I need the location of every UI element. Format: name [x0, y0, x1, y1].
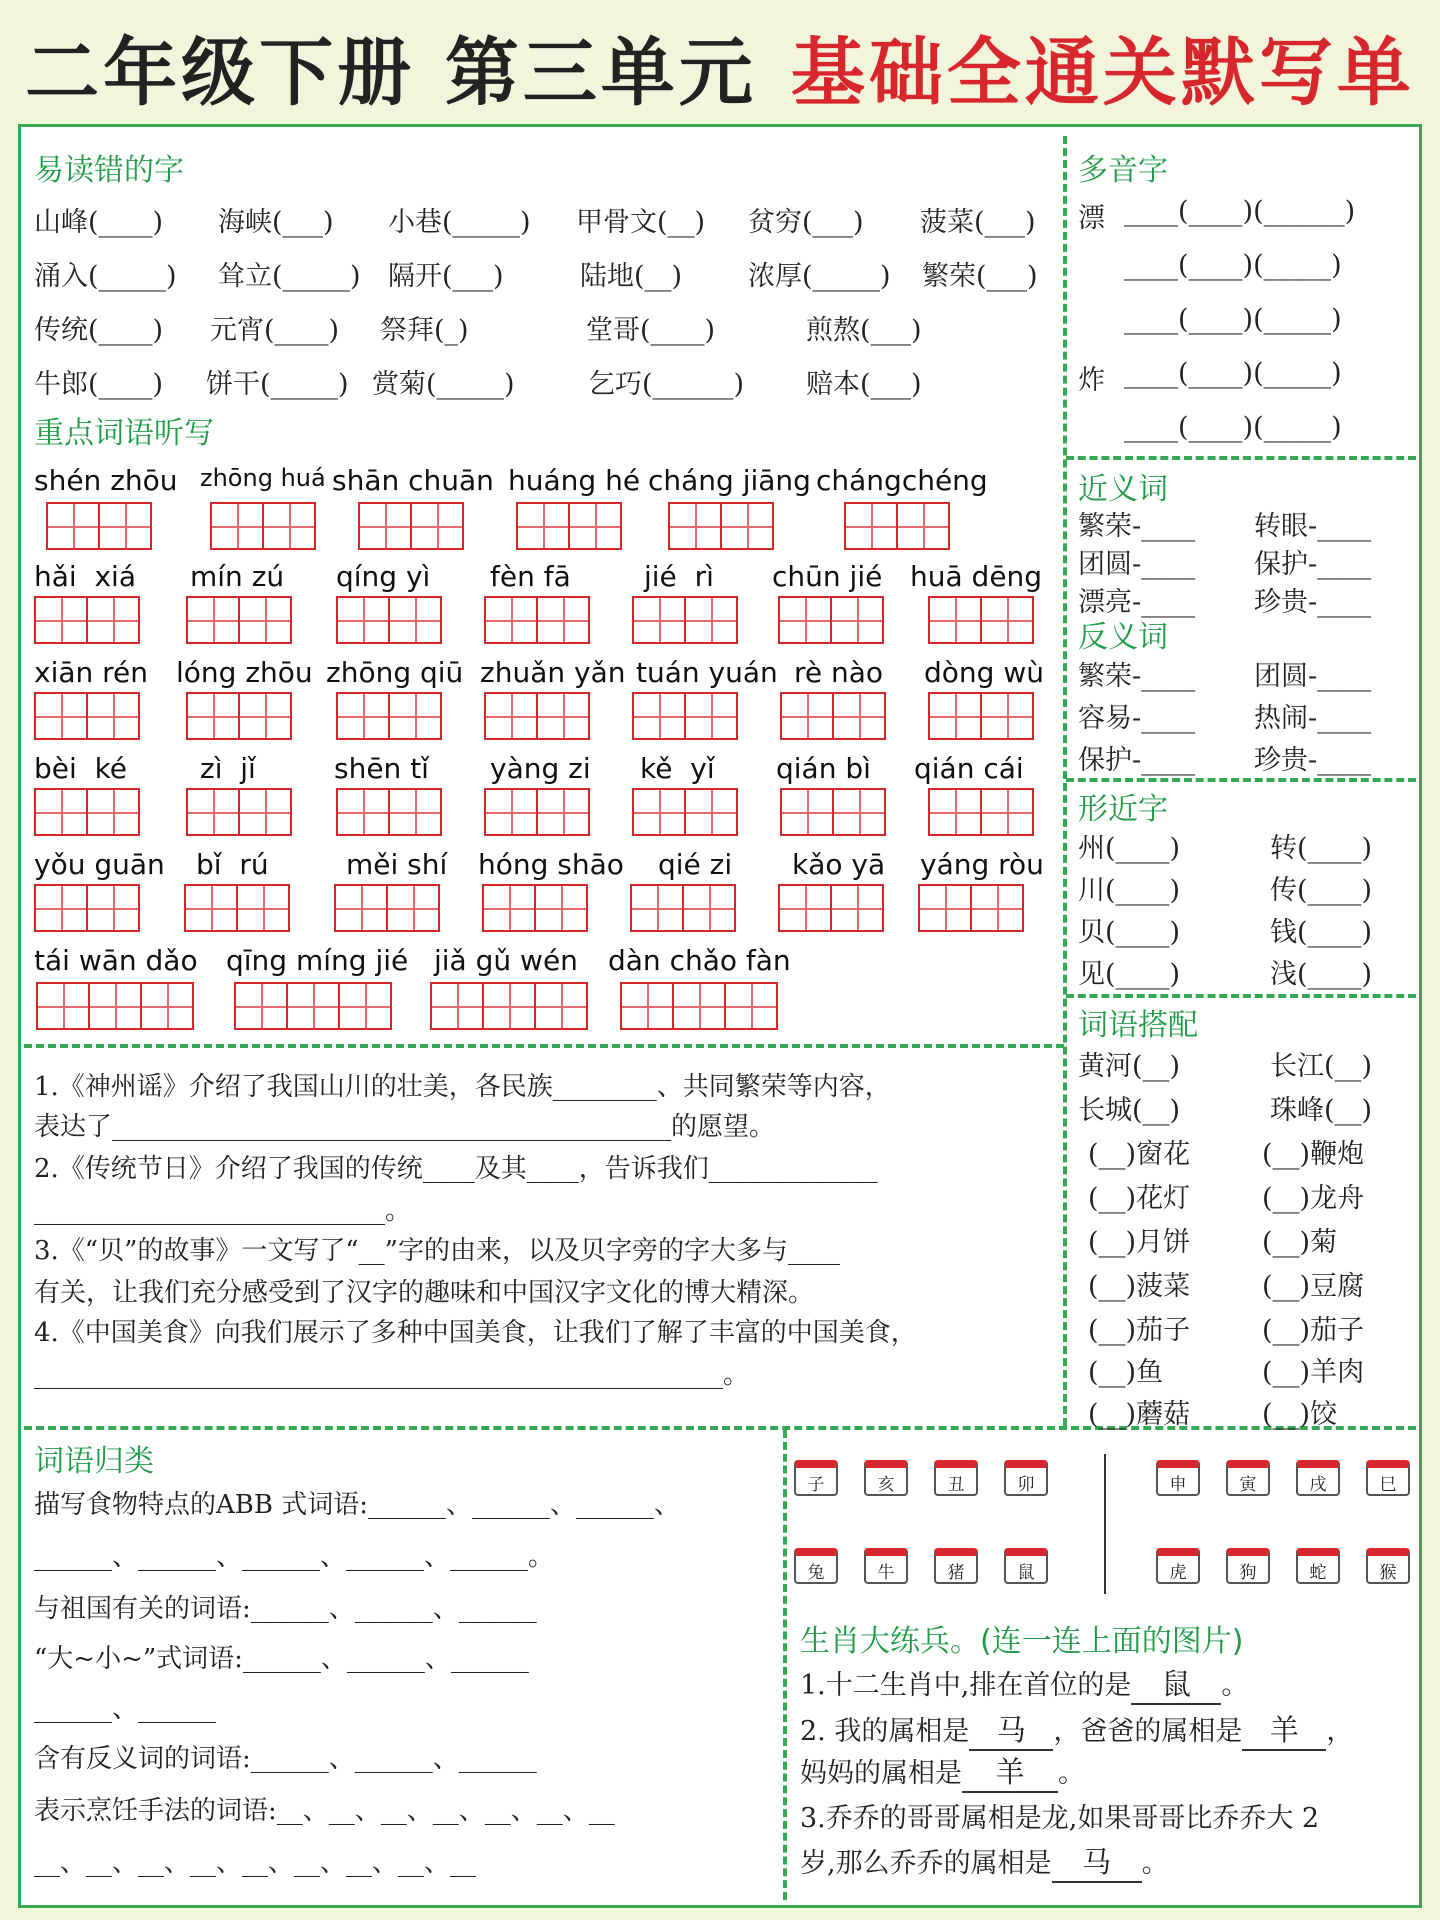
calendar-icon[interactable]: 虎 — [1156, 1548, 1200, 1584]
matching-item: (__)鱼 — [1088, 1357, 1164, 1388]
pinyin-label: lóng zhōu — [176, 656, 313, 689]
writing-grid[interactable] — [210, 502, 314, 550]
zodiac-q3-cont: 岁,那么乔乔的属相是 马 。 — [800, 1840, 1169, 1883]
antonym-item: 热闹-____ — [1254, 703, 1372, 734]
writing-grid[interactable] — [184, 884, 288, 932]
calendar-icon[interactable]: 猴 — [1366, 1548, 1410, 1584]
pinyin-label: chūn jié — [772, 560, 883, 593]
calendar-icon[interactable]: 卯 — [1004, 1460, 1048, 1496]
writing-grid[interactable] — [186, 596, 290, 644]
pinyin-label: rè nào — [794, 656, 884, 689]
title-main: 二年级下册 第三单元 — [25, 30, 757, 116]
similar-item: 传(____) — [1270, 875, 1373, 906]
writing-grid[interactable] — [34, 884, 138, 932]
writing-grid[interactable] — [632, 788, 736, 836]
answer-handwritten: 羊 — [962, 1750, 1058, 1793]
question-1a: 1.《神州谣》介绍了我国山川的壮美，各民族________、共同繁荣等内容， — [34, 1072, 891, 1102]
pinyin-label: qián cái — [914, 752, 1024, 785]
writing-grid[interactable] — [620, 982, 776, 1030]
pinyin-label: qíng yì — [336, 560, 431, 593]
matching-item: (__)茄子 — [1088, 1315, 1191, 1346]
misread-item: 海峡(___) — [218, 207, 334, 238]
question-3a: 3.《“贝”的故事》一文写了“__”字的由来，以及贝字旁的字大多与____ — [34, 1236, 840, 1266]
misread-item: 堂哥(____) — [586, 315, 716, 346]
calendar-icon[interactable]: 兔 — [794, 1548, 838, 1584]
question-4a: 4.《中国美食》向我们展示了多种中国美食，让我们了解了丰富的中国美食， — [34, 1318, 917, 1348]
pinyin-label: kǎo yā — [792, 848, 886, 881]
misread-item: 祭拜(_) — [380, 315, 469, 346]
answer-handwritten: 马 — [969, 1708, 1053, 1751]
polyphone-blank[interactable]: ____(____)(_____) — [1124, 358, 1342, 389]
pinyin-label: hǎi xiá — [34, 560, 136, 593]
classify-line: __、__、__、__、__、__、__、__、__ — [34, 1848, 477, 1878]
similar-item: 贝(____) — [1078, 917, 1181, 948]
divider-synonym — [1066, 778, 1416, 782]
calendar-icon[interactable]: 狗 — [1226, 1548, 1270, 1584]
question-3b: 有关，让我们充分感受到了汉字的趣味和中国汉字文化的博大精深。 — [34, 1278, 815, 1308]
polyphone-blank[interactable]: ____(____)(_____) — [1124, 412, 1342, 443]
matching-item: 长江(__) — [1270, 1051, 1373, 1082]
misread-item: 传统(____) — [34, 315, 164, 346]
section-polyphone-title: 多音字 — [1078, 153, 1168, 188]
writing-grid[interactable] — [780, 788, 884, 836]
answer-handwritten: 羊 — [1242, 1708, 1326, 1751]
answer-handwritten: 马 — [1052, 1840, 1142, 1883]
synonym-item: 珍贵-____ — [1254, 587, 1372, 618]
pinyin-label: zì jǐ — [200, 752, 256, 785]
pinyin-label: hóng shāo — [478, 848, 624, 881]
misread-item: 元宵(____) — [210, 315, 340, 346]
classify-line: 表示烹饪手法的词语:__、__、__、__、__、__、__ — [34, 1796, 615, 1826]
writing-grid[interactable] — [36, 982, 192, 1030]
writing-grid[interactable] — [516, 502, 620, 550]
pinyin-label: zhuǎn yǎn — [480, 656, 626, 689]
antonym-item: 繁荣-____ — [1078, 661, 1196, 692]
question-2b: ___________________________。 — [34, 1196, 412, 1226]
matching-item: (__)月饼 — [1088, 1227, 1191, 1258]
matching-item: (__)鞭炮 — [1262, 1139, 1365, 1170]
matching-item: (__)龙舟 — [1262, 1183, 1365, 1214]
classify-line: 与祖国有关的词语:______、______、______ — [34, 1594, 537, 1624]
writing-grid[interactable] — [928, 596, 1032, 644]
pinyin-label: dàn chǎo fàn — [608, 944, 791, 977]
calendar-icon[interactable]: 寅 — [1226, 1460, 1270, 1496]
antonym-item: 保护-____ — [1078, 745, 1196, 776]
misread-item: 饼干(_____) — [206, 369, 349, 400]
misread-item: 繁荣(___) — [922, 261, 1038, 292]
pinyin-label: cháng jiāng — [648, 464, 811, 497]
writing-grid[interactable] — [778, 884, 882, 932]
misread-item: 菠菜(___) — [920, 207, 1036, 238]
writing-grid[interactable] — [928, 692, 1032, 740]
writing-grid[interactable] — [928, 788, 1032, 836]
pinyin-label: bèi ké — [34, 752, 128, 785]
calendar-icon[interactable]: 牛 — [864, 1548, 908, 1584]
writing-grid[interactable] — [334, 884, 438, 932]
writing-grid[interactable] — [484, 596, 588, 644]
pinyin-label: zhōng qiū — [326, 656, 464, 689]
polyphone-blank[interactable]: ____(____)(______) — [1124, 196, 1356, 227]
divider-bottom-column — [783, 1430, 787, 1900]
section-matching-title: 词语搭配 — [1078, 1008, 1198, 1043]
writing-grid[interactable] — [778, 596, 882, 644]
antonym-item: 团圆-____ — [1254, 661, 1372, 692]
pinyin-label: měi shí — [346, 848, 448, 881]
calendar-icon[interactable]: 鼠 — [1004, 1548, 1048, 1584]
section-antonym-title: 反义词 — [1078, 620, 1168, 655]
pinyin-label: yàng zi — [490, 752, 591, 785]
synonym-item: 转眼-____ — [1254, 511, 1372, 542]
antonym-item: 珍贵-____ — [1254, 745, 1372, 776]
pinyin-label: qié zi — [658, 848, 733, 881]
misread-item: 陆地(__) — [580, 261, 683, 292]
misread-item: 小巷(_____) — [388, 207, 531, 238]
answer-handwritten: 鼠 — [1131, 1662, 1221, 1705]
pinyin-label: yǒu guān — [34, 848, 165, 881]
writing-grid[interactable] — [336, 596, 440, 644]
calendar-icon[interactable]: 巳 — [1366, 1460, 1410, 1496]
calendar-icon[interactable]: 申 — [1156, 1460, 1200, 1496]
misread-item: 耸立(_____) — [218, 261, 361, 292]
zodiac-q1: 1.十二生肖中,排在首位的是 鼠 。 — [800, 1662, 1248, 1705]
writing-grid[interactable] — [186, 692, 290, 740]
matching-item: 黄河(__) — [1078, 1051, 1181, 1082]
pinyin-label: zhōng huá — [200, 464, 326, 492]
icon-separator — [1104, 1454, 1106, 1594]
calendar-icon[interactable]: 子 — [794, 1460, 838, 1496]
writing-grid[interactable] — [430, 982, 586, 1030]
section-classify-title: 词语归类 — [34, 1444, 154, 1479]
misread-item: 山峰(____) — [34, 207, 164, 238]
misread-item: 牛郎(____) — [34, 369, 164, 400]
pinyin-label: jiǎ gǔ wén — [434, 944, 578, 977]
pinyin-label: shén zhōu — [34, 464, 178, 497]
writing-grid[interactable] — [632, 596, 736, 644]
pinyin-label: xiān rén — [34, 656, 149, 689]
calendar-icon[interactable]: 猪 — [934, 1548, 978, 1584]
divider-similar — [1066, 994, 1416, 998]
pinyin-label: kě yǐ — [640, 752, 715, 785]
calendar-icon[interactable]: 蛇 — [1296, 1548, 1340, 1584]
page-title — [0, 14, 1440, 120]
writing-grid[interactable] — [918, 884, 1022, 932]
zodiac-q2: 2. 我的属相是 马 ，爸爸的属相是 羊 ， — [800, 1708, 1353, 1751]
pinyin-label: qīng míng jié — [226, 944, 409, 977]
synonym-item: 保护-____ — [1254, 549, 1372, 580]
question-2a: 2.《传统节日》介绍了我国的传统____及其____，告诉我们_____________ — [34, 1154, 878, 1184]
matching-item: 长城(__) — [1078, 1095, 1181, 1126]
synonym-item: 团圆-____ — [1078, 549, 1196, 580]
pinyin-label: bǐ rú — [196, 848, 269, 881]
misread-item: 贫穷(___) — [748, 207, 864, 238]
writing-grid[interactable] — [46, 502, 150, 550]
pinyin-label: chángchéng — [816, 464, 988, 497]
writing-grid[interactable] — [484, 692, 588, 740]
classify-line: “大~小~”式词语:______、______、______ — [34, 1644, 529, 1674]
misread-item: 浓厚(_____) — [748, 261, 891, 292]
matching-item: (__)豆腐 — [1262, 1271, 1365, 1302]
pinyin-label: tái wān dǎo — [34, 944, 198, 977]
writing-grid[interactable] — [358, 502, 462, 550]
writing-grid[interactable] — [34, 596, 138, 644]
classify-line: ______、______ — [34, 1694, 217, 1724]
section-zodiac-title: 生肖大练兵。(连一连上面的图片) — [800, 1624, 1244, 1659]
matching-item: (__)茄子 — [1262, 1315, 1365, 1346]
matching-item: (__)蘑菇 — [1088, 1399, 1191, 1430]
similar-item: 浅(____) — [1270, 959, 1373, 990]
writing-grid[interactable] — [34, 788, 138, 836]
polyphone-blank[interactable]: ____(____)(_____) — [1124, 250, 1342, 281]
zodiac-q2-cont: 妈妈的属相是 羊 。 — [800, 1750, 1085, 1793]
question-4b: _____________________________________________________。 — [34, 1360, 749, 1390]
calendar-icon[interactable]: 亥 — [864, 1460, 908, 1496]
misread-item: 煎熬(___) — [806, 315, 922, 346]
divider-bottom — [24, 1426, 1416, 1430]
writing-grid[interactable] — [34, 692, 138, 740]
section-dictation-title: 重点词语听写 — [34, 416, 214, 451]
writing-grid[interactable] — [632, 692, 736, 740]
pinyin-label: huáng hé — [508, 464, 641, 497]
writing-grid[interactable] — [630, 884, 734, 932]
synonym-item: 繁荣-____ — [1078, 511, 1196, 542]
misread-item: 乞巧(______) — [588, 369, 745, 400]
writing-grid[interactable] — [336, 788, 440, 836]
matching-item: (__)花灯 — [1088, 1183, 1191, 1214]
divider-dictation — [24, 1044, 1064, 1048]
writing-grid[interactable] — [780, 692, 884, 740]
pinyin-label: shān chuān — [332, 464, 494, 497]
calendar-icon[interactable]: 戌 — [1296, 1460, 1340, 1496]
matching-item: (__)窗花 — [1088, 1139, 1191, 1170]
classify-line: 描写食物特点的ABB 式词语:______、______、______、 — [34, 1490, 681, 1520]
matching-item: (__)饺 — [1262, 1399, 1338, 1430]
misread-item: 涌入(_____) — [34, 261, 177, 292]
synonym-item: 漂亮-____ — [1078, 587, 1196, 618]
writing-grid[interactable] — [844, 502, 948, 550]
similar-item: 转(____) — [1270, 833, 1373, 864]
pinyin-label: qián bì — [776, 752, 871, 785]
writing-grid[interactable] — [186, 788, 290, 836]
writing-grid[interactable] — [234, 982, 390, 1030]
similar-item: 川(____) — [1078, 875, 1181, 906]
matching-item: (__)菊 — [1262, 1227, 1338, 1258]
similar-item: 钱(____) — [1270, 917, 1373, 948]
similar-item: 州(____) — [1078, 833, 1181, 864]
misread-item: 赏菊(_____) — [372, 369, 515, 400]
pinyin-label: yáng ròu — [920, 848, 1044, 881]
writing-grid[interactable] — [482, 884, 586, 932]
polyphone-char: 漂 — [1078, 203, 1105, 234]
antonym-item: 容易-____ — [1078, 703, 1196, 734]
question-1b: 表达了___________________________________________的愿望。 — [34, 1112, 776, 1142]
misread-item: 隔开(___) — [388, 261, 504, 292]
matching-item: (__)菠菜 — [1088, 1271, 1191, 1302]
zodiac-q3: 3.乔乔的哥哥属相是龙,如果哥哥比乔乔大 2 — [800, 1803, 1320, 1834]
section-similar-title: 形近字 — [1078, 792, 1168, 827]
section-misread-title: 易读错的字 — [34, 153, 184, 188]
similar-item: 见(____) — [1078, 959, 1181, 990]
classify-line: 含有反义词的词语:______、______、______ — [34, 1744, 537, 1774]
pinyin-label: fèn fā — [490, 560, 571, 593]
misread-item: 赔本(___) — [806, 369, 922, 400]
pinyin-label: huā dēng — [910, 560, 1043, 593]
misread-item: 甲骨文(__) — [576, 207, 706, 238]
polyphone-blank[interactable]: ____(____)(_____) — [1124, 304, 1342, 335]
pinyin-label: shēn tǐ — [334, 752, 429, 785]
matching-item: (__)羊肉 — [1262, 1357, 1365, 1388]
polyphone-char: 炸 — [1078, 365, 1105, 396]
classify-line: ______、______、______、______、______。 — [34, 1542, 555, 1572]
calendar-icon[interactable]: 丑 — [934, 1460, 978, 1496]
divider-polyphone — [1066, 456, 1416, 460]
title-accent: 基础全通关默写单 — [790, 30, 1415, 116]
writing-grid[interactable] — [336, 692, 440, 740]
matching-item: 珠峰(__) — [1270, 1095, 1373, 1126]
pinyin-label: dòng wù — [924, 656, 1044, 689]
pinyin-label: jié rì — [644, 560, 714, 593]
writing-grid[interactable] — [668, 502, 772, 550]
writing-grid[interactable] — [484, 788, 588, 836]
pinyin-label: mín zú — [190, 560, 285, 593]
section-synonym-title: 近义词 — [1078, 472, 1168, 507]
pinyin-label: tuán yuán — [636, 656, 778, 689]
